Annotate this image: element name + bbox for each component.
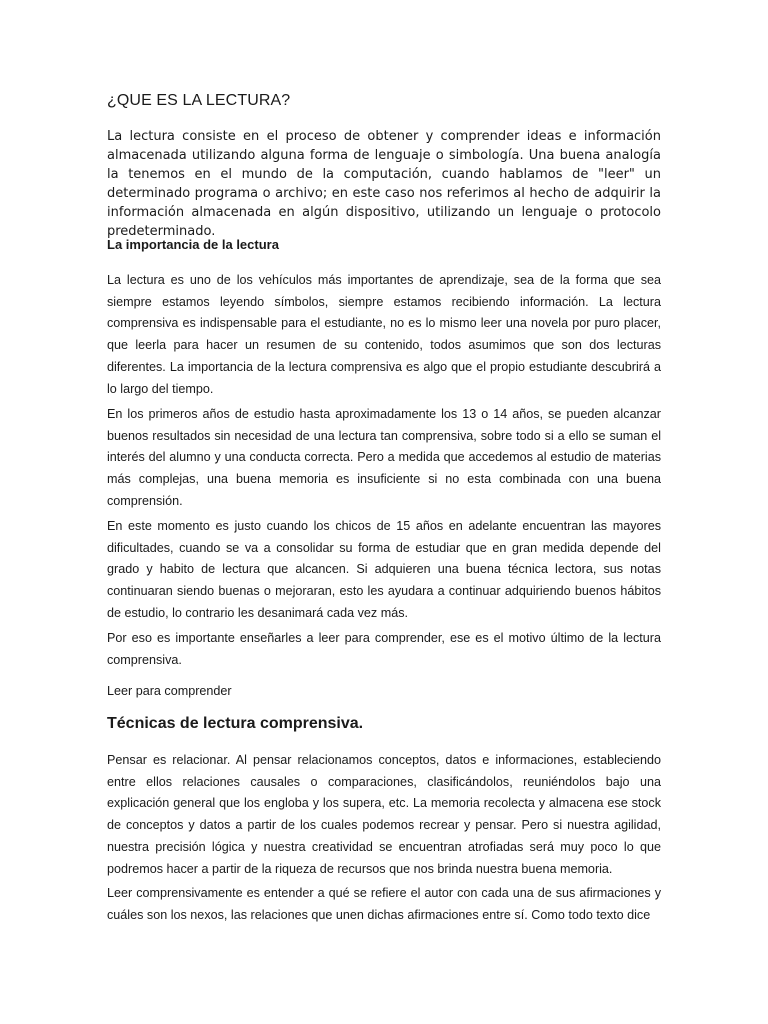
section-heading-tecnicas: Técnicas de lectura comprensiva. xyxy=(107,715,364,732)
section-heading-importancia: La importancia de la lectura xyxy=(107,237,279,252)
closing-line: Leer para comprender xyxy=(107,684,232,698)
body-paragraph: La lectura es uno de los vehículos más importantes de aprendizaje, sea de la forma que sea siempre estamos leyendo símbolos, siempre estamos recibiendo información. La lectura comprensiva es indispensable para el estudiante, no es lo mismo leer una novela por puro placer, que leerla para hacer un resumen de su contenido, todos asumimos que son dos lecturas diferentes. La importancia de la lectura comprensiva es algo que el propio estudiante descubrirá a lo largo del tiempo. xyxy=(107,273,661,396)
intro-paragraph: La lectura consiste en el proceso de obtener y comprender ideas e información almacenada utilizando alguna forma de lenguaje o simbología. Una buena analogía la tenemos en el mundo de la computación, cuando hablamos de "leer" un determinado programa o archivo; en este caso nos referimos al hecho de adquirir la información almacenada en algún dispositivo, utilizando un lenguaje o protocolo predeterminado. xyxy=(107,129,661,239)
body-paragraph: Por eso es importante enseñarles a leer para comprender, ese es el motivo último de la lectura comprensiva. xyxy=(107,631,661,667)
body-paragraph: En los primeros años de estudio hasta aproximadamente los 13 o 14 años, se pueden alcanzar buenos resultados sin necesidad de una lectura tan comprensiva, sobre todo si a ello se suman el interés del alumno y una conducta correcta. Pero a medida que accedemos al estudio de materias más complejas, una buena memoria es insuficiente si no esta combinada con una buena comprensión. xyxy=(107,407,661,508)
document-title: ¿QUE ES LA LECTURA? xyxy=(107,92,291,109)
body-paragraph: Leer comprensivamente es entender a qué se refiere el autor con cada una de sus afirmaciones y cuáles son los nexos, las relaciones que unen dichas afirmaciones entre sí. Como todo texto dice xyxy=(107,886,661,922)
body-paragraph: Pensar es relacionar. Al pensar relacionamos conceptos, datos e informaciones, estableciendo entre ellos relaciones causales o comparaciones, clasificándolos, reuniéndolos bajo una explicación general que los engloba y los supera, etc. La memoria recolecta y almacena ese stock de conceptos y datos a partir de los cuales podemos recrear y pensar. Pero si nuestra agilidad, nuestra precisión lógica y nuestra creatividad se encuentran atrofiadas será muy poco lo que podremos hacer a partir de la riqueza de recursos que nos brinda nuestra buena memoria. xyxy=(107,753,661,876)
document-page xyxy=(107,0,661,1024)
body-paragraph: En este momento es justo cuando los chicos de 15 años en adelante encuentran las mayores dificultades, cuando se va a consolidar su forma de estudiar que en gran medida depende del grado y habito de lectura que alcancen. Si adquieren una buena técnica lectora, sus notas continuaran siendo buenas o mejoraran, esto les ayudara a continuar adquiriendo buenos hábitos de estudio, lo contrario les desanimará cada vez más. xyxy=(107,519,661,620)
